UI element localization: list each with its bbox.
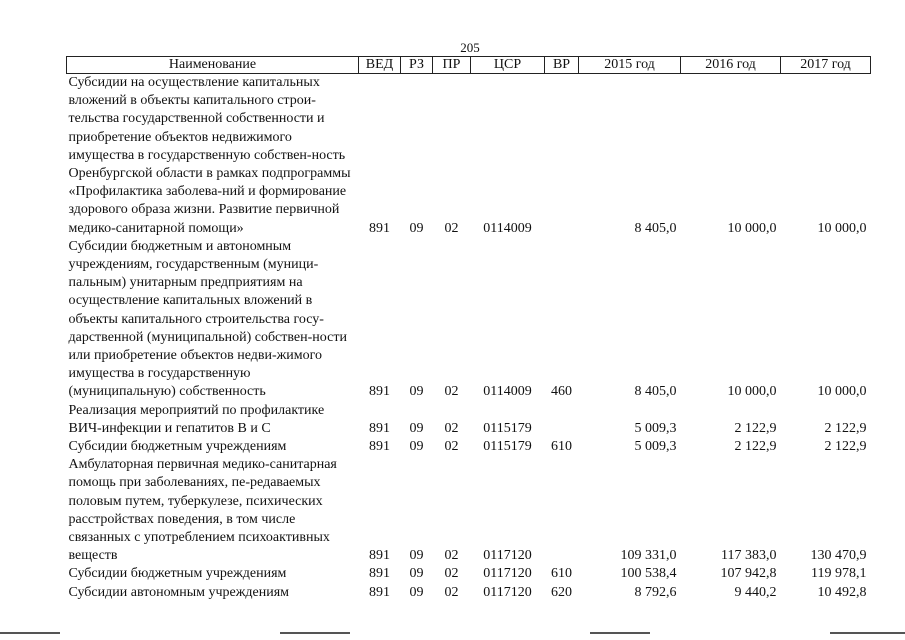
row-2017: 119 978,1 (811, 566, 867, 582)
row-csr: 0117120 (483, 548, 532, 564)
row-csr: 0117120 (483, 566, 532, 582)
row-name: Субсидии бюджетным и автономным учреждениям, государственным (муници-пальным) унитарным предприятиям на осуществление капитальных вложений в объекты капитального строительства госу-дарственной (муниципальной) собствен-ности или приобретение объектов недви-жимого имущества в государственную (муниципальную) собственность (68, 238, 347, 400)
row-pr: 02 (444, 220, 459, 236)
col-header-2015: 2015 год (579, 57, 681, 74)
col-header-2017: 2017 год (781, 57, 871, 74)
row-2017: 130 470,9 (810, 548, 867, 564)
row-2016: 9 440,2 (734, 584, 777, 600)
row-ved: 891 (369, 420, 390, 436)
row-2016: 10 000,0 (727, 384, 777, 400)
row-vr: 620 (551, 584, 572, 600)
table-row (67, 565, 871, 583)
budget-table (66, 56, 871, 602)
row-name: Реализация мероприятий по профилактике ВИЧ-инфекции и гепатитов В и С (68, 402, 325, 436)
row-name: Субсидии бюджетным учреждениям (68, 566, 287, 582)
row-vr (545, 456, 579, 565)
row-pr: 02 (444, 439, 459, 455)
row-2015: 109 331,0 (620, 548, 677, 564)
row-ved: 891 (369, 384, 390, 400)
row-vr (545, 402, 579, 438)
row-2015: 5 009,3 (634, 420, 677, 436)
row-rz: 09 (409, 384, 424, 400)
table-row (67, 402, 871, 438)
col-header-2016: 2016 год (681, 57, 781, 74)
row-name: Субсидии автономным учреждениям (68, 584, 290, 600)
row-2017: 10 492,8 (817, 584, 867, 600)
row-ved: 891 (369, 220, 390, 236)
row-2016: 2 122,9 (734, 420, 777, 436)
row-2017: 2 122,9 (824, 439, 867, 455)
scan-edge-mark (830, 632, 905, 634)
table-row (67, 456, 871, 565)
col-header-ved: ВЕД (359, 57, 401, 74)
row-ved: 891 (369, 439, 390, 455)
row-csr: 0117120 (483, 584, 532, 600)
row-2017: 10 000,0 (817, 384, 867, 400)
row-2015: 8 405,0 (634, 384, 677, 400)
row-pr: 02 (444, 566, 459, 582)
scan-edge-mark (0, 632, 60, 634)
col-header-vr: ВР (545, 57, 579, 74)
row-rz: 09 (409, 566, 424, 582)
row-name: Субсидии на осуществление капитальных вложений в объекты капитального строи-тельства государственной собственности и приобретение объектов недвижимого имущества в государственную собствен-ность Оренбургской области в рамках подпрограммы «Профилактика заболева-ний и формирование здорового образа жизни. Развитие первичной медико-санитарной помощи» (68, 75, 351, 236)
row-ved: 891 (369, 566, 390, 582)
row-2016: 10 000,0 (727, 220, 777, 236)
row-rz: 09 (409, 439, 424, 455)
row-pr: 02 (444, 420, 459, 436)
row-rz: 09 (409, 420, 424, 436)
row-vr (545, 74, 579, 238)
row-2017: 10 000,0 (817, 220, 867, 236)
table-row (67, 74, 871, 238)
row-2015: 8 405,0 (634, 220, 677, 236)
row-csr: 0114009 (483, 384, 532, 400)
table-header (67, 57, 871, 74)
row-2015: 5 009,3 (634, 439, 677, 455)
row-pr: 02 (444, 384, 459, 400)
row-vr: 610 (551, 439, 572, 455)
row-2017: 2 122,9 (824, 420, 867, 436)
row-vr: 610 (551, 566, 572, 582)
col-header-rz: РЗ (401, 57, 433, 74)
table-row (67, 238, 871, 402)
row-pr: 02 (444, 548, 459, 564)
row-pr: 02 (444, 584, 459, 600)
col-header-csr: ЦСР (471, 57, 545, 74)
row-name: Субсидии бюджетным учреждениям (68, 439, 287, 455)
col-header-name: Наименование (67, 57, 359, 74)
row-2015: 100 538,4 (620, 566, 677, 582)
col-header-pr: ПР (433, 57, 471, 74)
row-2016: 117 383,0 (721, 548, 777, 564)
scan-edge-mark (280, 632, 350, 634)
row-2015: 8 792,6 (634, 584, 677, 600)
row-csr: 0114009 (483, 220, 532, 236)
row-ved: 891 (369, 548, 390, 564)
row-rz: 09 (409, 584, 424, 600)
row-2016: 2 122,9 (734, 439, 777, 455)
row-2016: 107 942,8 (720, 566, 777, 582)
scan-edge-mark (590, 632, 650, 634)
row-rz: 09 (409, 220, 424, 236)
row-csr: 0115179 (483, 439, 532, 455)
row-ved: 891 (369, 584, 390, 600)
row-csr: 0115179 (483, 420, 532, 436)
table-row (67, 584, 871, 602)
row-rz: 09 (409, 548, 424, 564)
page-number: 205 (460, 40, 480, 55)
row-name: Амбулаторная первичная медико-санитарная помощь при заболеваниях, пе-редаваемых половым путем, туберкулезе, психических расстройствах поведения, в том числе связанных с употреблением психоактивных веществ (68, 457, 337, 564)
table-row (67, 438, 871, 456)
row-vr: 460 (551, 384, 572, 400)
